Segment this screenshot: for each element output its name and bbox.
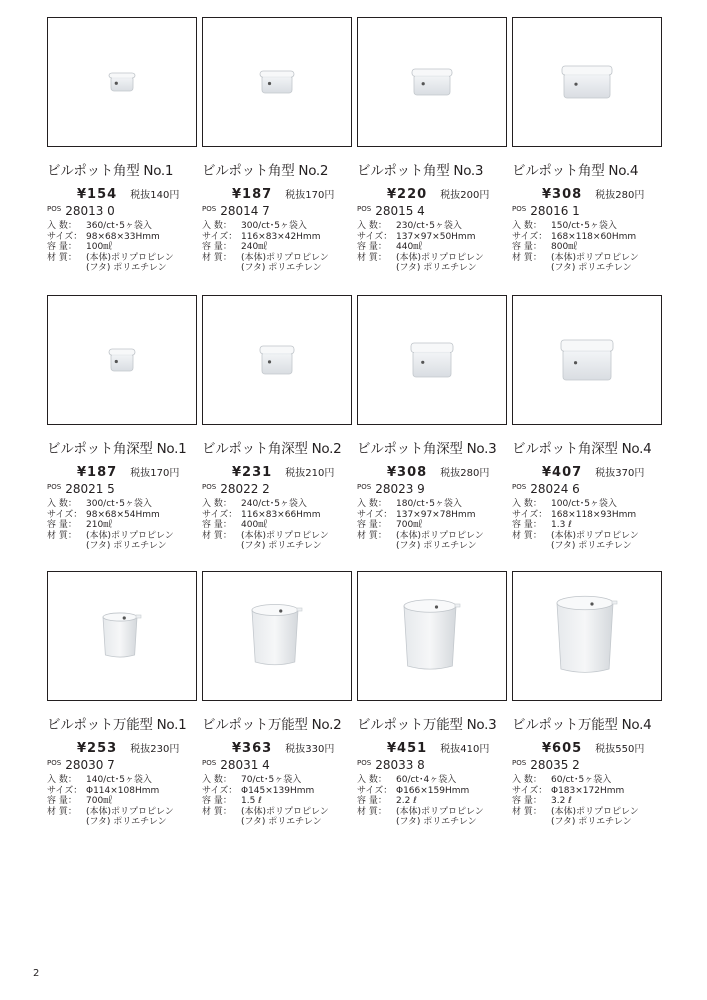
product-specs xyxy=(357,499,512,552)
product-card xyxy=(202,17,357,274)
product-photo xyxy=(357,17,507,147)
product-name: ビルポット角深型 No.3 xyxy=(357,441,497,457)
price-excl-tax: 税抜230円 xyxy=(130,744,180,755)
excl-tax-label: 税抜 xyxy=(130,190,151,201)
excl-tax-label: 税抜 xyxy=(285,468,306,479)
excl-tax-label: 税抜 xyxy=(130,468,151,479)
product-photo xyxy=(202,17,352,147)
price-line xyxy=(47,185,202,201)
spec-material-lid: (フタ) ポリエチレン xyxy=(396,263,477,273)
product-photo xyxy=(512,17,662,147)
pos-label: POS xyxy=(47,483,62,491)
product-name: ビルポット万能型 No.4 xyxy=(512,717,652,733)
product-photo xyxy=(47,295,197,425)
price-line xyxy=(357,463,512,479)
spec-size: サイズ： 116×83×66Hmm xyxy=(202,509,321,520)
pos-label: POS xyxy=(512,205,527,213)
product-specs xyxy=(47,499,202,552)
spec-qty: 入 数： 100/ct･5ヶ袋入 xyxy=(512,499,617,509)
price-line xyxy=(47,463,202,479)
price-line xyxy=(202,463,357,479)
spec-qty: 入 数： 240/ct･5ヶ袋入 xyxy=(202,499,307,509)
product-photo xyxy=(512,571,662,701)
price: ¥231 xyxy=(232,465,273,480)
price-line xyxy=(47,739,202,755)
pos-label: POS xyxy=(202,205,217,213)
product-card xyxy=(47,17,202,274)
spec-size: サイズ： 168×118×93Hmm xyxy=(512,509,637,520)
spec-capacity: 容 量： 440㎖ xyxy=(357,242,423,252)
spec-material-lid: (フタ) ポリエチレン xyxy=(551,263,632,273)
price: ¥253 xyxy=(77,741,118,756)
product-card xyxy=(202,571,357,828)
price-excl-tax: 税抜280円 xyxy=(440,468,490,479)
product-name: ビルポット角型 No.1 xyxy=(47,163,174,179)
price: ¥363 xyxy=(232,741,273,756)
price-excl-tax: 税抜330円 xyxy=(285,744,335,755)
price: ¥308 xyxy=(387,465,428,480)
price-excl-tax: 税抜170円 xyxy=(130,468,180,479)
product-photo xyxy=(357,295,507,425)
pos-label: POS xyxy=(202,759,217,767)
spec-qty: 入 数： 60/ct･4ヶ袋入 xyxy=(357,775,457,785)
spec-qty: 入 数： 360/ct･5ヶ袋入 xyxy=(47,221,152,231)
pos-label: POS xyxy=(357,205,372,213)
price-excl-tax: 税抜410円 xyxy=(440,744,490,755)
price: ¥187 xyxy=(77,465,118,480)
product-name: ビルポット角型 No.2 xyxy=(202,163,329,179)
pos-code xyxy=(47,480,202,495)
pos-label: POS xyxy=(512,483,527,491)
pos-number: 28013 0 xyxy=(65,204,115,218)
spec-material: 材 質： (本体)ポリプロピレン xyxy=(512,252,639,263)
product-photo xyxy=(512,295,662,425)
product-card xyxy=(202,295,357,552)
spec-qty: 入 数： 180/ct･5ヶ袋入 xyxy=(357,499,462,509)
spec-material: 材 質： (本体)ポリプロピレン xyxy=(357,530,484,541)
product-specs xyxy=(47,775,202,828)
price: ¥407 xyxy=(542,465,583,480)
spec-capacity: 容 量： 1.3 ℓ xyxy=(512,520,572,530)
spec-capacity: 容 量： 3.2 ℓ xyxy=(512,796,572,806)
spec-size: サイズ： Φ114×108Hmm xyxy=(47,785,160,796)
spec-material: 材 質： (本体)ポリプロピレン xyxy=(47,530,174,541)
price-line xyxy=(512,739,667,755)
product-photo xyxy=(47,571,197,701)
excl-tax-label: 税抜 xyxy=(440,190,461,201)
pos-number: 28024 6 xyxy=(530,482,580,496)
spec-capacity: 容 量： 210㎖ xyxy=(47,520,113,530)
spec-qty: 入 数： 300/ct･5ヶ袋入 xyxy=(202,221,307,231)
pos-label: POS xyxy=(357,759,372,767)
excl-tax-label: 税抜 xyxy=(130,744,151,755)
product-specs xyxy=(47,221,202,274)
product-specs xyxy=(512,775,667,828)
excl-tax-label: 税抜 xyxy=(595,744,616,755)
pos-code xyxy=(47,756,202,771)
product-card xyxy=(512,17,667,274)
spec-material-lid: (フタ) ポリエチレン xyxy=(86,541,167,551)
spec-size: サイズ： 98×68×33Hmm xyxy=(47,231,160,242)
product-name: ビルポット角深型 No.1 xyxy=(47,441,187,457)
pos-code xyxy=(357,202,512,217)
product-card xyxy=(512,295,667,552)
product-specs xyxy=(202,221,357,274)
pos-number: 28016 1 xyxy=(530,204,580,218)
price: ¥308 xyxy=(542,187,583,202)
excl-tax-label: 税抜 xyxy=(285,744,306,755)
pos-code xyxy=(357,480,512,495)
pos-code xyxy=(512,202,667,217)
pos-code xyxy=(202,480,357,495)
spec-material: 材 質： (本体)ポリプロピレン xyxy=(357,806,484,817)
page-number: 2 xyxy=(33,968,40,979)
price-excl-tax: 税抜200円 xyxy=(440,190,490,201)
excl-tax-label: 税抜 xyxy=(595,468,616,479)
pos-label: POS xyxy=(357,483,372,491)
product-photo xyxy=(357,571,507,701)
product-name: ビルポット角深型 No.2 xyxy=(202,441,342,457)
product-name: ビルポット角型 No.4 xyxy=(512,163,639,179)
product-specs xyxy=(357,221,512,274)
product-specs xyxy=(202,499,357,552)
spec-capacity: 容 量： 800㎖ xyxy=(512,242,578,252)
spec-qty: 入 数： 60/ct･5ヶ袋入 xyxy=(512,775,612,785)
spec-material: 材 質： (本体)ポリプロピレン xyxy=(512,530,639,541)
product-specs xyxy=(202,775,357,828)
spec-qty: 入 数： 300/ct･5ヶ袋入 xyxy=(47,499,152,509)
price: ¥154 xyxy=(77,187,118,202)
spec-size: サイズ： 137×97×50Hmm xyxy=(357,231,476,242)
pos-code xyxy=(202,202,357,217)
product-card xyxy=(357,295,512,552)
spec-capacity: 容 量： 2.2 ℓ xyxy=(357,796,417,806)
product-name: ビルポット角深型 No.4 xyxy=(512,441,652,457)
product-name: ビルポット万能型 No.2 xyxy=(202,717,342,733)
product-name: ビルポット万能型 No.3 xyxy=(357,717,497,733)
product-photo xyxy=(202,571,352,701)
product-card xyxy=(357,17,512,274)
spec-material-lid: (フタ) ポリエチレン xyxy=(86,817,167,827)
pos-code xyxy=(357,756,512,771)
spec-material-lid: (フタ) ポリエチレン xyxy=(86,263,167,273)
spec-material: 材 質： (本体)ポリプロピレン xyxy=(512,806,639,817)
spec-material: 材 質： (本体)ポリプロピレン xyxy=(202,252,329,263)
pos-label: POS xyxy=(47,759,62,767)
pos-number: 28015 4 xyxy=(375,204,425,218)
price-excl-tax: 税抜280円 xyxy=(595,190,645,201)
spec-material-lid: (フタ) ポリエチレン xyxy=(551,817,632,827)
price-line xyxy=(202,185,357,201)
pos-number: 28022 2 xyxy=(220,482,270,496)
excl-tax-label: 税抜 xyxy=(440,744,461,755)
price: ¥187 xyxy=(232,187,273,202)
spec-capacity: 容 量： 1.5 ℓ xyxy=(202,796,262,806)
price-line xyxy=(357,185,512,201)
product-name: ビルポット角型 No.3 xyxy=(357,163,484,179)
spec-material-lid: (フタ) ポリエチレン xyxy=(396,817,477,827)
price: ¥220 xyxy=(387,187,428,202)
spec-material-lid: (フタ) ポリエチレン xyxy=(241,263,322,273)
spec-material: 材 質： (本体)ポリプロピレン xyxy=(357,252,484,263)
pos-number: 28033 8 xyxy=(375,758,425,772)
excl-tax-label: 税抜 xyxy=(440,468,461,479)
spec-material-lid: (フタ) ポリエチレン xyxy=(241,541,322,551)
product-specs xyxy=(357,775,512,828)
spec-material: 材 質： (本体)ポリプロピレン xyxy=(47,252,174,263)
spec-material: 材 質： (本体)ポリプロピレン xyxy=(202,530,329,541)
price-excl-tax: 税抜550円 xyxy=(595,744,645,755)
pos-code xyxy=(512,756,667,771)
product-photo xyxy=(47,17,197,147)
spec-qty: 入 数： 70/ct･5ヶ袋入 xyxy=(202,775,302,785)
price-excl-tax: 税抜210円 xyxy=(285,468,335,479)
pos-label: POS xyxy=(202,483,217,491)
price: ¥605 xyxy=(542,741,583,756)
pos-number: 28014 7 xyxy=(220,204,270,218)
product-card xyxy=(357,571,512,828)
spec-capacity: 容 量： 100㎖ xyxy=(47,242,113,252)
excl-tax-label: 税抜 xyxy=(285,190,306,201)
spec-size: サイズ： Φ145×139Hmm xyxy=(202,785,315,796)
price-excl-tax: 税抜370円 xyxy=(595,468,645,479)
pos-code xyxy=(512,480,667,495)
pos-number: 28030 7 xyxy=(65,758,115,772)
pos-number: 28023 9 xyxy=(375,482,425,496)
spec-capacity: 容 量： 700㎖ xyxy=(47,796,113,806)
pos-number: 28021 5 xyxy=(65,482,115,496)
spec-size: サイズ： 116×83×42Hmm xyxy=(202,231,321,242)
price-line xyxy=(202,739,357,755)
spec-qty: 入 数： 230/ct･5ヶ袋入 xyxy=(357,221,462,231)
spec-material-lid: (フタ) ポリエチレン xyxy=(396,541,477,551)
price: ¥451 xyxy=(387,741,428,756)
spec-size: サイズ： Φ166×159Hmm xyxy=(357,785,470,796)
spec-size: サイズ： Φ183×172Hmm xyxy=(512,785,625,796)
spec-capacity: 容 量： 240㎖ xyxy=(202,242,268,252)
spec-material-lid: (フタ) ポリエチレン xyxy=(551,541,632,551)
spec-size: サイズ： 137×97×78Hmm xyxy=(357,509,476,520)
product-card xyxy=(512,571,667,828)
excl-tax-label: 税抜 xyxy=(595,190,616,201)
spec-capacity: 容 量： 700㎖ xyxy=(357,520,423,530)
product-card xyxy=(47,295,202,552)
spec-size: サイズ： 98×68×54Hmm xyxy=(47,509,160,520)
spec-qty: 入 数： 150/ct･5ヶ袋入 xyxy=(512,221,617,231)
product-name: ビルポット万能型 No.1 xyxy=(47,717,187,733)
product-specs xyxy=(512,221,667,274)
price-line xyxy=(512,185,667,201)
price-line xyxy=(357,739,512,755)
spec-size: サイズ： 168×118×60Hmm xyxy=(512,231,637,242)
pos-code xyxy=(202,756,357,771)
price-line xyxy=(512,463,667,479)
spec-capacity: 容 量： 400㎖ xyxy=(202,520,268,530)
product-card xyxy=(47,571,202,828)
pos-code xyxy=(47,202,202,217)
spec-material: 材 質： (本体)ポリプロピレン xyxy=(202,806,329,817)
product-photo xyxy=(202,295,352,425)
spec-qty: 入 数： 140/ct･5ヶ袋入 xyxy=(47,775,152,785)
price-excl-tax: 税抜170円 xyxy=(285,190,335,201)
pos-label: POS xyxy=(512,759,527,767)
spec-material-lid: (フタ) ポリエチレン xyxy=(241,817,322,827)
spec-material: 材 質： (本体)ポリプロピレン xyxy=(47,806,174,817)
product-specs xyxy=(512,499,667,552)
pos-number: 28035 2 xyxy=(530,758,580,772)
price-excl-tax: 税抜140円 xyxy=(130,190,180,201)
pos-label: POS xyxy=(47,205,62,213)
pos-number: 28031 4 xyxy=(220,758,270,772)
